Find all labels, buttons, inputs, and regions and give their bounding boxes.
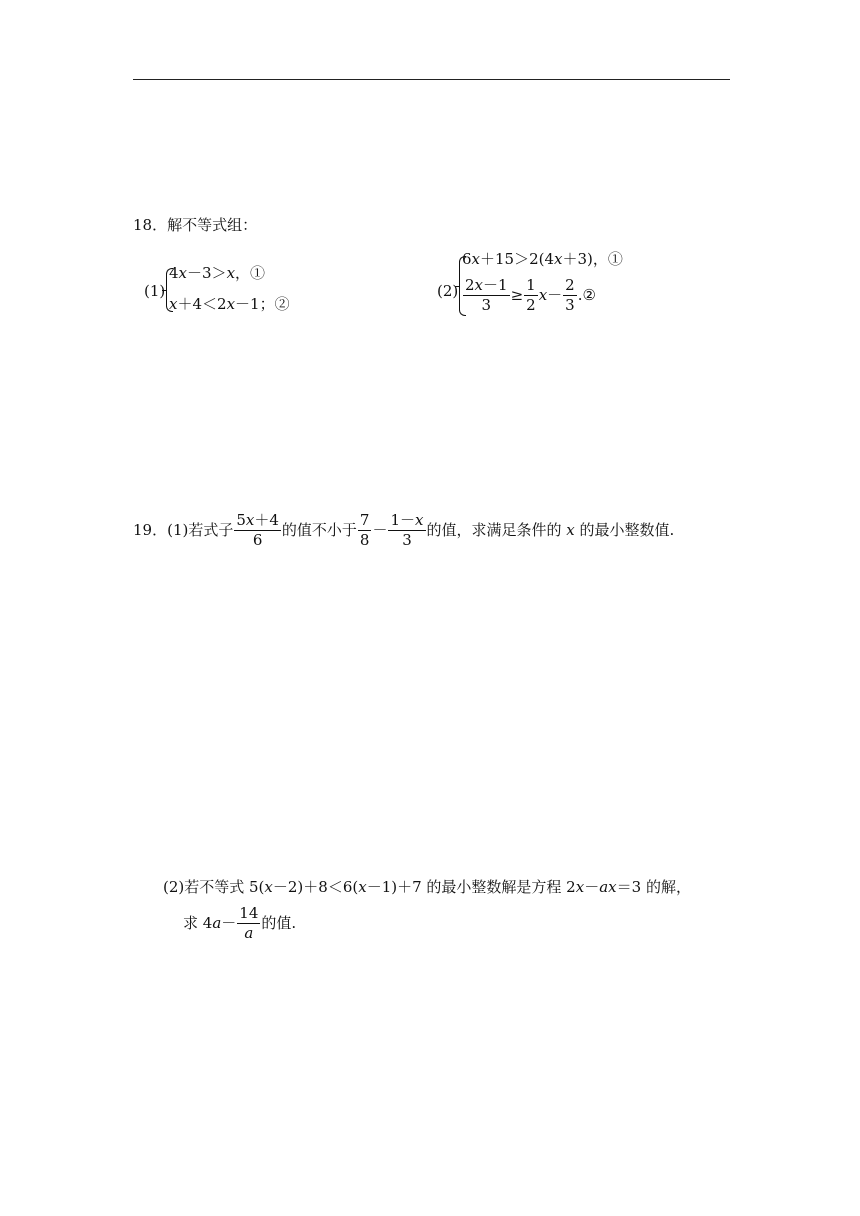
inequality-2: $\frac{2x-1}{3}$ ≥ $\frac{1}{2}$ x－ $\frac{2}{3}$ .② (465, 276, 596, 315)
fraction: $\frac{2x-1}{3}$ (465, 276, 508, 315)
fraction: $\frac{1-x}{3}$ (390, 511, 424, 550)
fraction: $\frac{7}{8}$ (359, 511, 370, 550)
inequality-1: 6x＋15＞2(4x＋3)，① (462, 250, 623, 268)
question-number: 18． (133, 216, 168, 234)
inequality-2: x＋4＜2x－1；② (169, 295, 290, 313)
part-label: (1) (144, 282, 166, 300)
question-19-part2-line1: (2)若不等式 5(x－2)＋8＜6(x－1)＋7 的最小整数解是方程 2x－ax＝3 的解， (163, 878, 691, 896)
inequality-1: 4x－3＞x，① (169, 264, 266, 282)
question-title: 解不等式组： (167, 216, 258, 234)
question-number: 19． (133, 520, 168, 539)
fraction: $\frac{2}{3}$ (565, 276, 575, 315)
header-rule (133, 79, 730, 80)
fraction: $\frac{14}{a}$ (239, 904, 259, 943)
question-19-part1: 19．(1)若式子 $\frac{5x+4}{6}$ 的值不小于 $\frac{7}{8}$ － $\frac{1-x}{3}$ 的值，求满足条件的 x 的最小整数值. (133, 511, 675, 550)
fraction: $\frac{5x+4}{6}$ (236, 511, 279, 550)
part-label: (2) (437, 282, 459, 300)
question-19-part2-line2: 求 4a－ $\frac{14}{a}$ 的值. (183, 904, 297, 943)
question-18-heading (133, 214, 257, 235)
fraction: $\frac{1}{2}$ (526, 276, 536, 315)
